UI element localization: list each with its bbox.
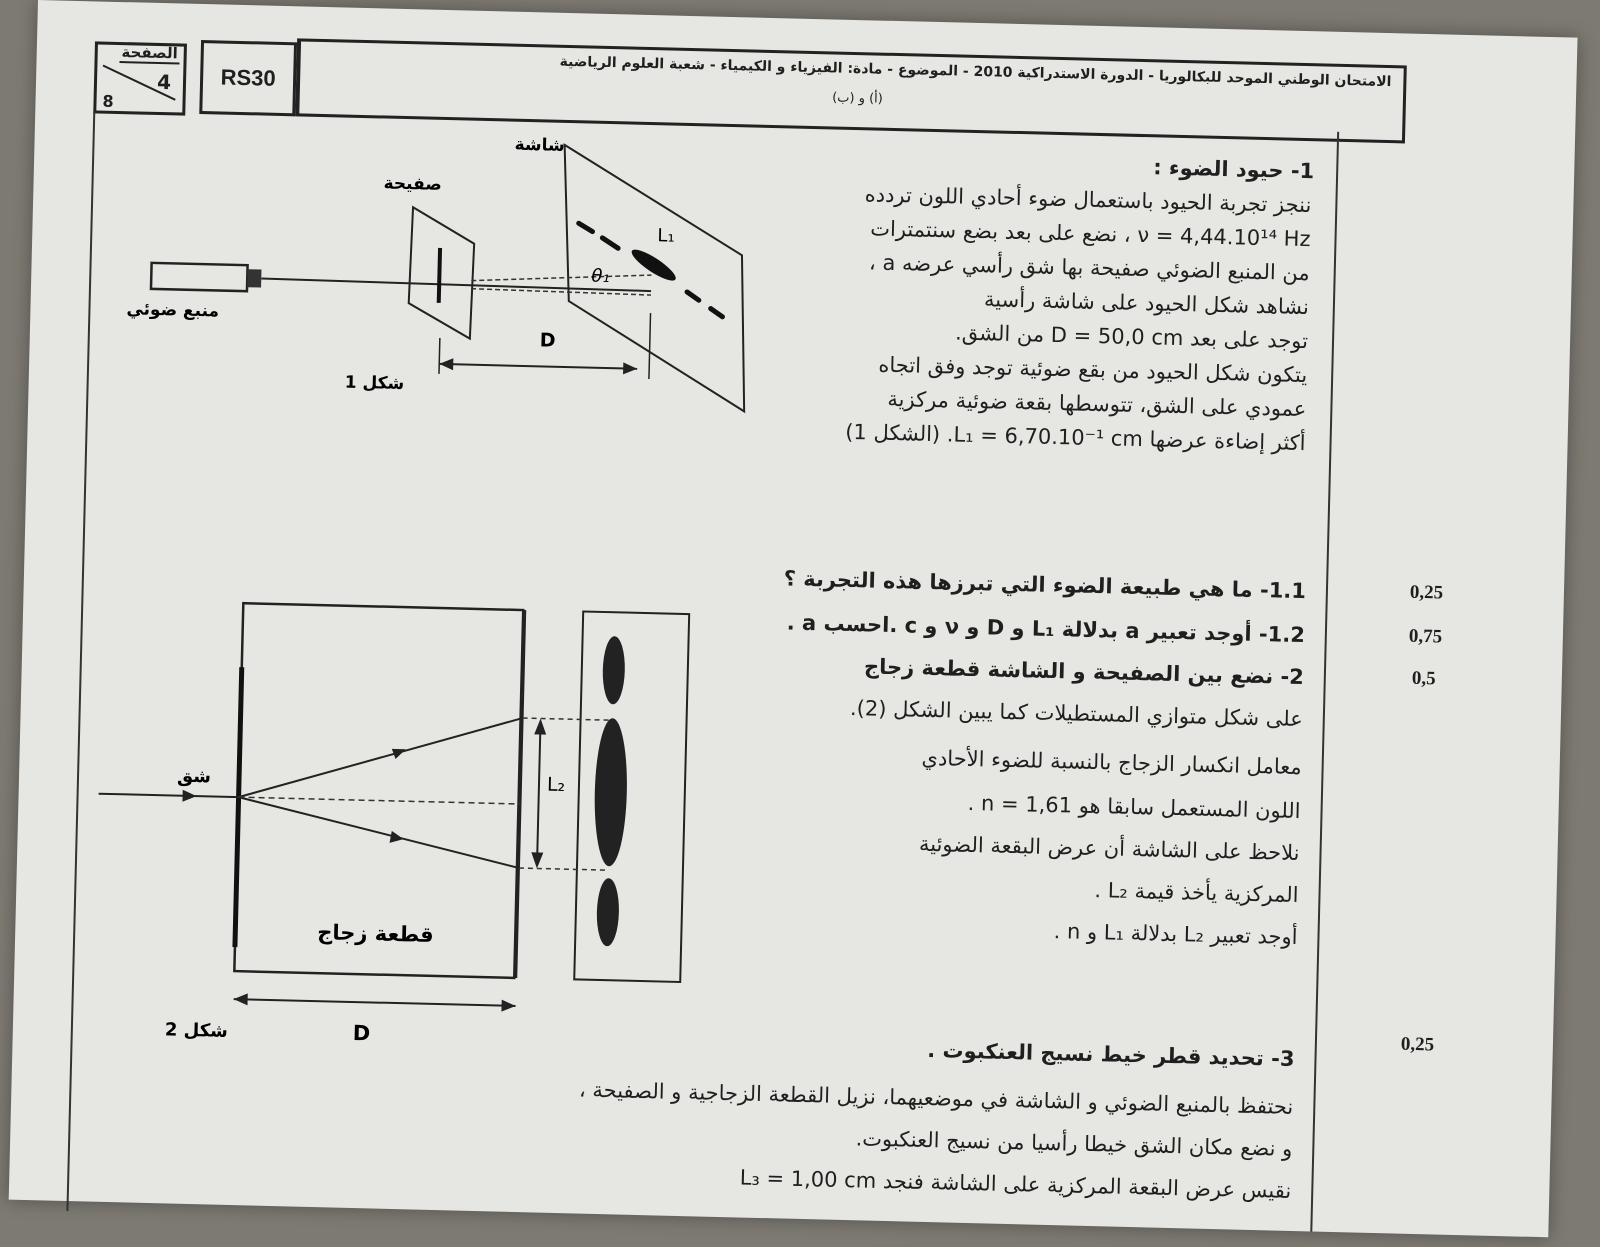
upper-spot xyxy=(602,636,626,705)
D2-arrow-left xyxy=(234,993,248,1005)
incident-ray xyxy=(99,794,239,797)
light-source-nozzle xyxy=(247,269,261,287)
slit xyxy=(439,248,440,303)
page-number-box xyxy=(93,41,187,115)
screen-2 xyxy=(574,612,689,982)
q2-line-2: على شكل متوازي المستطيلات كما يبين الشكل (2). xyxy=(849,696,1304,732)
label-plate: صفيحة xyxy=(383,173,443,195)
intro-line-6: يتكون شكل الحيود من بقع ضوئية توجد وفق اتجاه xyxy=(878,352,1308,388)
guide-lower xyxy=(519,868,609,870)
spot-1 xyxy=(579,223,593,231)
label-D: D xyxy=(539,329,556,352)
distance-line-D xyxy=(439,364,637,369)
central-spot xyxy=(628,245,679,285)
ray-lower xyxy=(237,797,520,868)
ray-axis xyxy=(239,797,521,804)
label-theta: θ₁ xyxy=(591,265,610,288)
intro-line-7: عمودي على الشق، تتوسطها بقعة ضوئية مركزية xyxy=(887,386,1307,422)
q3-line-2: نحتفظ بالمنبع الضوئي و الشاشة في موضعيهما، نزيل القطعة الزجاجية و الصفيحة ، xyxy=(578,1077,1294,1119)
intro-line-2: ν = 4,44.10¹⁴ Hz ، نضع على بعد بضع سنتمترات xyxy=(869,216,1311,252)
q3-line-4: نقيس عرض البقعة المركزية على الشاشة فنجد L₃ = 1,00 cm xyxy=(739,1165,1292,1203)
light-source xyxy=(151,263,248,291)
arrow-head-left xyxy=(439,358,453,370)
ray-upper xyxy=(239,711,523,804)
spot-3 xyxy=(687,292,699,300)
slit-plate xyxy=(408,207,475,339)
figure-2-caption: شكل 2 xyxy=(164,1019,229,1042)
spot-2 xyxy=(602,238,618,248)
figure-1-diffraction-setup xyxy=(88,119,775,436)
question-1-2: 1.2- أوجد تعبير a بدلالة L₁ و D و ν و c .احسب a . xyxy=(786,610,1306,648)
page-total: 8 xyxy=(102,91,114,111)
intro-line-5: توجد على بعد D = 50,0 cm من الشق. xyxy=(954,320,1309,354)
question-2: 2- نضع بين الصفيحة و الشاشة قطعة زجاج xyxy=(863,654,1305,690)
q2-line-3: معامل انكسار الزجاج بالنسبة للضوء الأحادي xyxy=(921,745,1302,780)
slit-plate-edge xyxy=(235,667,242,947)
arrow-lower xyxy=(390,831,404,843)
L2-measure xyxy=(537,722,540,864)
screen xyxy=(558,145,750,411)
page-number: 4 xyxy=(156,69,172,95)
D2-arrow-right xyxy=(501,1000,515,1012)
intro-line-1: ننجز تجربة الحيود باستعمال ضوء أحادي اللون تردده xyxy=(864,182,1312,218)
label-source: منبع ضوئي xyxy=(126,299,220,322)
page-label: الصفحة xyxy=(119,43,180,64)
score-q1-1: 0,25 xyxy=(1409,581,1444,604)
label-slit: شق xyxy=(176,765,212,788)
intro-line-8: أكثر إضاءة عرضها L₁ = 6,70.10⁻¹ cm. (الشكل 1) xyxy=(844,419,1306,456)
label-L2: L₂ xyxy=(546,773,566,797)
L2-arrow-bottom xyxy=(531,852,543,868)
tick-right xyxy=(649,313,651,379)
guide-upper xyxy=(523,718,613,720)
score-q1-2: 0,75 xyxy=(1408,625,1443,648)
tick-left xyxy=(439,338,440,374)
diffraction-ray-upper xyxy=(471,271,651,285)
exam-title: الامتحان الوطني الموحد للبكالوريا - الدورة الاستدراكية 2010 - الموضوع - مادة: الفيزياء و الكيمياء - شعبة العلوم الرياضية xyxy=(559,53,1392,91)
q2-line-6: المركزية يأخذ قيمة L₂ . xyxy=(1094,878,1299,908)
label-glass: قطعة زجاج xyxy=(317,920,434,947)
L2-arrow-top xyxy=(534,718,546,734)
exam-code-box xyxy=(199,40,297,116)
question-1-1: 1.1- ما هي طبيعة الضوء التي تبرزها هذه التجربة ؟ xyxy=(783,566,1307,604)
central-spot-2 xyxy=(593,718,629,867)
q2-line-7: أوجد تعبير L₂ بدلالة L₁ و n . xyxy=(1053,919,1298,950)
section-title: 1- حيود الضوء : xyxy=(1152,155,1315,184)
score-q2: 0,5 xyxy=(1411,667,1436,690)
exam-page xyxy=(9,0,1578,1237)
distance-line-D2 xyxy=(234,999,516,1006)
spot-4 xyxy=(710,309,722,317)
incident-arrow xyxy=(182,790,196,802)
arrow-head-right xyxy=(623,362,637,374)
label-L1: L₁ xyxy=(657,225,675,247)
exam-options: (أ) و (ب) xyxy=(831,90,884,107)
intro-line-4: نشاهد شكل الحيود على شاشة رأسية xyxy=(983,287,1310,320)
intro-line-3: من المنبع الضوئي صفيحة بها شق رأسي عرضه a ، xyxy=(868,250,1310,286)
q3-line-3: و نضع مكان الشق خيطا رأسيا من نسيج العنكبوت. xyxy=(855,1126,1293,1161)
label-D2: D xyxy=(352,1021,371,1046)
q2-line-4: اللون المستعمل سابقا هو n = 1,61 . xyxy=(967,790,1301,824)
q2-line-5: نلاحظ على الشاشة أن عرض البقعة الضوئية xyxy=(918,831,1300,866)
figure-1-caption: شكل 1 xyxy=(344,372,405,395)
figure-2-glass-setup xyxy=(52,593,703,1068)
score-q3: 0,25 xyxy=(1400,1033,1435,1056)
exam-code: RS30 xyxy=(220,64,276,91)
lower-spot xyxy=(596,878,620,947)
label-screen: شاشة xyxy=(514,134,565,156)
question-3: 3- تحديد قطر خيط نسيج العنكبوت . xyxy=(926,1038,1295,1072)
